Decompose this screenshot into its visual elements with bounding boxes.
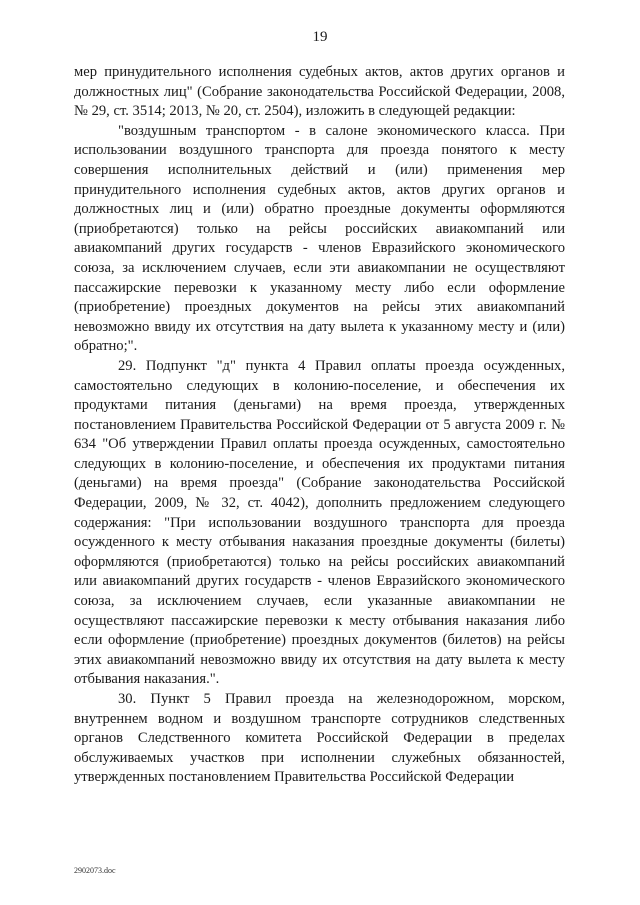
paragraph-item-30: 30. Пункт 5 Правил проезда на железнодорожном, морском, внутреннем водном и воздушном транспорте сотрудников следственных органов Следственного комитета Российской Федерации в пределах обслуживаемых участков при исполнении служебных обязанностей, утвержденных постановлением Правительства Российской Федерации	[74, 691, 565, 786]
page-number: 19	[312, 29, 328, 45]
document-body	[74, 63, 565, 788]
paragraph-continuation: мер принудительного исполнения судебных актов, актов других органов и должностных лиц" (Собрание законодательства Российской Федерации, 2008, № 29, ст. 3514; 2013, № 20, ст. 2504), изложить в следующей редакции:	[74, 64, 565, 120]
paragraph-quoted-amendment: "воздушным транспортом - в салоне экономического класса. При использовании воздушного транспорта для проезда понятого к месту совершения исполнительных действий и (или) применения мер принудительного исполнения судебных актов, актов других органов и должностных лиц и (или) обратно проездные документы оформляются (приобретаются) только на рейсы российских авиакомпаний или авиакомпаний других государств - членов Евразийского экономического союза, за исключением случаев, если эти авиакомпании не осуществляют пассажирские перевозки к указанному месту либо если оформление (приобретение) проездных документов на рейсы этих авиакомпаний невозможно ввиду их отсутствия на дату вылета к указанному месту и (или) обратно;".	[74, 122, 565, 355]
paragraph-item-29: 29. Подпункт "д" пункта 4 Правил оплаты проезда осужденных, самостоятельно следующих в колонию-поселение, и обеспечения их продуктами питания (деньгами) на время проезда, утвержденных постановлением Правительства Российской Федерации от 5 августа 2009 г. № 634 "Об утверждении Правил оплаты проезда осужденных, самостоятельно следующих в колонию-поселение, и обеспечения их продуктами питания (деньгами) на время проезда" (Собрание законодательства Российской Федерации, 2009, № 32, ст. 4042), дополнить предложением следующего содержания: "При использовании воздушного транспорта для проезда осужденного к месту отбывания наказания проездные документы (билеты) оформляются (приобретаются) только на рейсы российских авиакомпаний или авиакомпаний других государств - членов Евразийского экономического союза, за исключением случаев, если указанные авиакомпании не осуществляют пассажирские перевозки к месту отбывания наказания либо если оформление (приобретение) проездных документов (билетов) на рейсы этих авиакомпаний невозможно ввиду их отсутствия на дату вылета к месту отбывания наказания.".	[74, 357, 565, 688]
document-file-label: 2902073.doc	[74, 866, 116, 875]
